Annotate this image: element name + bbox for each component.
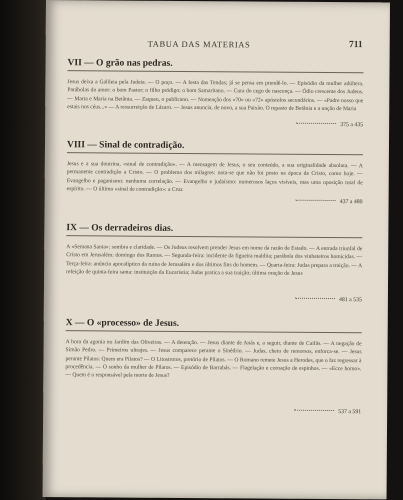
dot-leader xyxy=(296,123,336,124)
chapter-heading: VIII — Sinal de contradição. xyxy=(67,140,363,155)
chapter-summary: A hora da agonia no Jardim das Oliveiras. — A detenção. — Jesus diante de Anás e, a seguir, diante de Caifás. — A negação de Simão Pedro. — Primeiros ultrajes. — Jesus comparece perante o Sinédrio. — Judas, cheio de remorsos, enforca-se. — Jesus perante Pilatos: Quem era Pilatos? — O Litostrotos, pretório de Pilatos. — O Romano remete Jesus a Herodes, que o faz regressar à procedência. — O sonho da mulher de Pilatos. — Episódio de Barrabás. — Flagelação e coroação de espinhos. — «Ecce homo». — Quem é o responsável pela morte de Jesus? xyxy=(65,339,362,380)
chapter-summary: A «Semana Santa»: sombra e claridade. — Os Judeus resolvem prender Jesus em nome da razão de Estado. — A entrada triunfal de Cristo em Jerusalém: domingo dos Ramos. — Segunda-feira: incidente da figueira maldita; parábola dos vinhateiros homicidas. — Terça-feira: anúncio apocalíptico da ruína de Jerusalém e dos últimos fins do homem. — Quarta-feira: Judas prepara a traição. — A refeição de quinta-feira santa: instituição da Eucaristia; Judas pratica a sua traição; última oração de Jesus xyxy=(66,244,363,277)
chapter-vii xyxy=(67,58,364,129)
dot-leader xyxy=(294,410,334,411)
dot-leader xyxy=(296,200,336,201)
page-range-text: 375 a 435 xyxy=(340,122,364,129)
page-range xyxy=(296,122,363,128)
page-range xyxy=(296,199,363,205)
page-range-text: 437 a 480 xyxy=(339,199,363,206)
running-title: TABUA DAS MATERIAS xyxy=(147,38,251,50)
page-number: 711 xyxy=(348,40,363,51)
page-range xyxy=(295,297,362,303)
chapter-x xyxy=(65,318,362,416)
chapter-heading: VII — O grão nas pedras. xyxy=(68,58,364,73)
dot-leader xyxy=(295,298,335,299)
page-range xyxy=(294,409,361,415)
chapter-summary: Jesus e a sua doutrina, «sinal de contradição». — A mensagem de Jesus, o seu conteúdo, a sua originalidade absoluta. — A permanente contradição a Cristo. — O problema dos milagres: nota-se que não foi posto na época de Cristo, como hoje. — Evangelho e paganismo: nenhuma correlação. — Evangelho e judaísmo: numerosos laços visíveis, mas uma oposição total de espírito. — O último «sinal de contradição»: a Cruz xyxy=(66,161,363,193)
page-range-text: 481 a 535 xyxy=(339,297,362,304)
book-spine-shadow xyxy=(0,0,46,500)
chapter-heading: X — O «processo» de Jesus. xyxy=(66,318,362,333)
page-range-text: 537 a 591 xyxy=(338,409,362,416)
chapter-viii xyxy=(66,140,363,206)
chapter-ix xyxy=(66,223,363,304)
book-page xyxy=(43,0,390,499)
chapter-heading: IX — Os derradeiros dias. xyxy=(66,223,362,238)
chapter-summary: Jesus deixa a Galileia pela Judeia. — O poço. — A festa das Tendas; já se pensa em prendê-lo. — Episódio da mulher adúltera. Parábolas do amor: o bom Pastor; o filho pródigo; o bom Samaritano. — Cura do cego de nascença. — Ódio crescente dos Judeus. — Marta e Maria na Betânia. — Zaqueu, o publicano. — Nomeação dos «70» ou «72» apóstolos secundários. — «Padre nosso que estais nos céus...» — A ressurreição de Lázaro. — Jesus anuncia, de novo, a sua Paixão. O repasto de Betânia e a unção de Maria xyxy=(67,79,364,113)
page-header xyxy=(148,39,363,51)
